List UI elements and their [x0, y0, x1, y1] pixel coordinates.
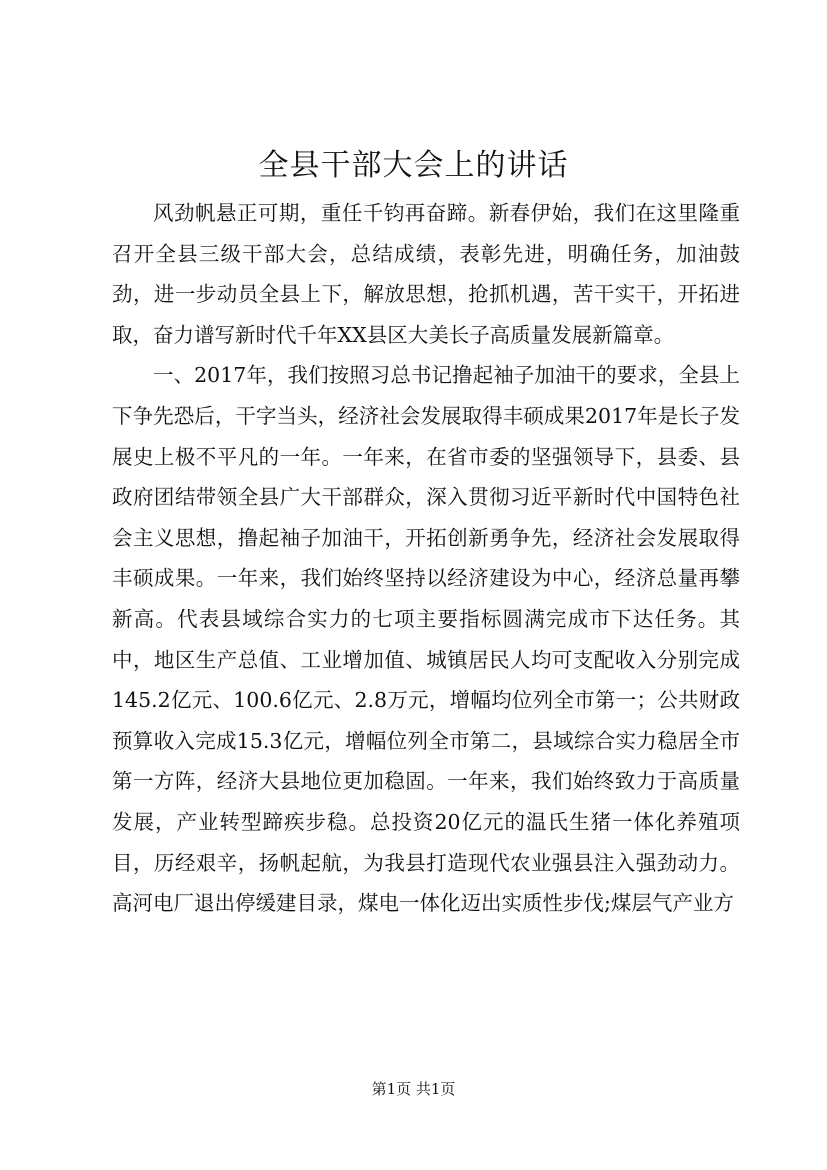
document-title: 全县干部大会上的讲话 — [258, 148, 569, 183]
paragraph-section-one: 一、2017年，我们按照习总书记撸起袖子加油干的要求，全县上下争先恐后，干字当头，经济社会发展取得丰硕成果2017年是长子发展史上极不平凡的一年。一年来，在省市委的坚强领导下，县委、县政府团结带领全县广大干部群众，深入贯彻习近平新时代中国特色社会主义思想，撸起袖子加油干，开拓创新勇争先，经济社会发展取得丰硕成果。一年来，我们始终坚持以经济建设为中心，经济总量再攀新高。代表县域综合实力的七项主要指标圆满完成市下达任务。其中，地区生产总值、工业增加值、城镇居民人均可支配收入分别完成145.2亿元、100.6亿元、2.8万元，增幅均位列全市第一；公共财政预算收入完成15.3亿元，增幅位列全市第二，县域综合实力稳居全市第一方阵，经济大县地位更加稳固。一年来，我们始终致力于高质量发展，产业转型蹄疾步稳。总投资20亿元的温氏生猪一体化养殖项目，历经艰辛，扬帆起航，为我县打造现代农业强县注入强劲动力。高河电厂退出停缓建目录，煤电一体化迈出实质性步伐;煤层气产业方 — [112, 363, 740, 916]
paragraph-opening: 风劲帆悬正可期，重任千钧再奋蹄。新春伊始，我们在这里隆重召开全县三级干部大会，总结成绩，表彰先进，明确任务，加油鼓劲，进一步动员全县上下，解放思想，抢抓机遇，苦干实干，开拓进取，奋力谱写新时代千年XX县区大美长子高质量发展新篇章。 — [112, 201, 740, 347]
page-number-footer: 第1页 共1页 — [371, 1080, 456, 1098]
document-body — [112, 193, 740, 924]
